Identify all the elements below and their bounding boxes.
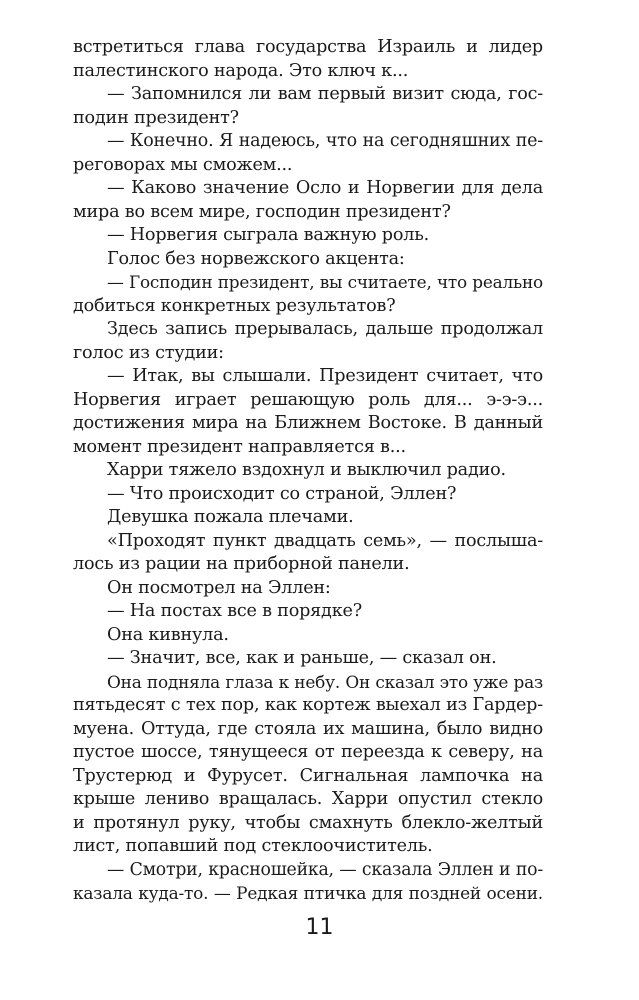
- text-line: — Итак, вы слышали. Президент считает, что: [107, 366, 543, 386]
- text-line: — Значит, все, как и раньше, — сказал он.: [107, 648, 497, 668]
- text-line: Здесь запись прерывалась, дальше продолжал: [107, 319, 543, 339]
- text-line: Он посмотрел на Эллен:: [107, 577, 331, 598]
- text-line: пустое шоссе, тянущееся от переезда к северу, на: [73, 742, 543, 762]
- text-line: Харри тяжело вздохнул и выключил радио.: [107, 460, 506, 480]
- text-line: и протянул руку, чтобы смахнуть блекло-желтый: [73, 812, 543, 833]
- text-line: лист, попавший под стеклоочиститель.: [73, 836, 433, 856]
- text-line: «Проходят пункт двадцать семь», — послыша-: [107, 530, 543, 551]
- text-line: Трустерюд и Фурусет. Сигнальная лампочка на: [73, 765, 543, 786]
- text-line: подин президент?: [73, 107, 239, 128]
- text-line: — Смотри, красношейка, — сказала Эллен и по-: [107, 859, 543, 880]
- text-line: голос из студии:: [73, 342, 224, 363]
- page-number: 11: [305, 915, 334, 940]
- text-line: — Норвегия сыграла важную роль.: [107, 225, 429, 245]
- text-line: реговорах мы сможем...: [73, 154, 293, 175]
- text-line: Норвегия играет решающую роль для... э-э-э...: [73, 389, 543, 410]
- text-line: Голос без норвежского акцента:: [107, 248, 405, 269]
- text-line: достижения мира на Ближнем Востоке. В данный: [73, 413, 543, 433]
- text-line: — Конечно. Я надеюсь, что на сегодняшних пе-: [107, 131, 543, 151]
- body-text: [73, 36, 543, 906]
- text-line: Она кивнула.: [107, 624, 229, 645]
- text-line: муена. Оттуда, где стояла их машина, было видно: [73, 718, 543, 739]
- text-line: встретиться глава государства Израиль и лидер: [73, 37, 543, 57]
- text-line: — Запомнился ли вам первый визит сюда, гос-: [107, 84, 543, 104]
- text-line: — Что происходит со страной, Эллен?: [107, 483, 457, 504]
- text-line: добиться конкретных результатов?: [73, 295, 396, 316]
- text-line: казала куда-то. — Редкая птичка для поздней осени.: [73, 883, 543, 903]
- text-line: палестинского народа. Это ключ к...: [73, 60, 409, 81]
- text-line: мира во всем мире, господин президент?: [73, 201, 451, 222]
- text-line: — На постах все в порядке?: [107, 601, 362, 621]
- text-line: крыше лениво вращалась. Харри опустил стекло: [73, 789, 543, 809]
- text-line: пятьдесят с тех пор, как кортеж выехал из Гардер-: [73, 695, 543, 715]
- text-line: Девушка пожала плечами.: [107, 507, 354, 527]
- text-line: лось из рации на приборной панели.: [73, 554, 410, 574]
- text-line: Она подняла глаза к небу. Он сказал это уже раз: [107, 671, 543, 692]
- text-line: — Каково значение Осло и Норвегии для дела: [107, 178, 543, 198]
- text-line: момент президент направляется в...: [73, 436, 406, 457]
- text-line: — Господин президент, вы считаете, что реально: [107, 272, 543, 292]
